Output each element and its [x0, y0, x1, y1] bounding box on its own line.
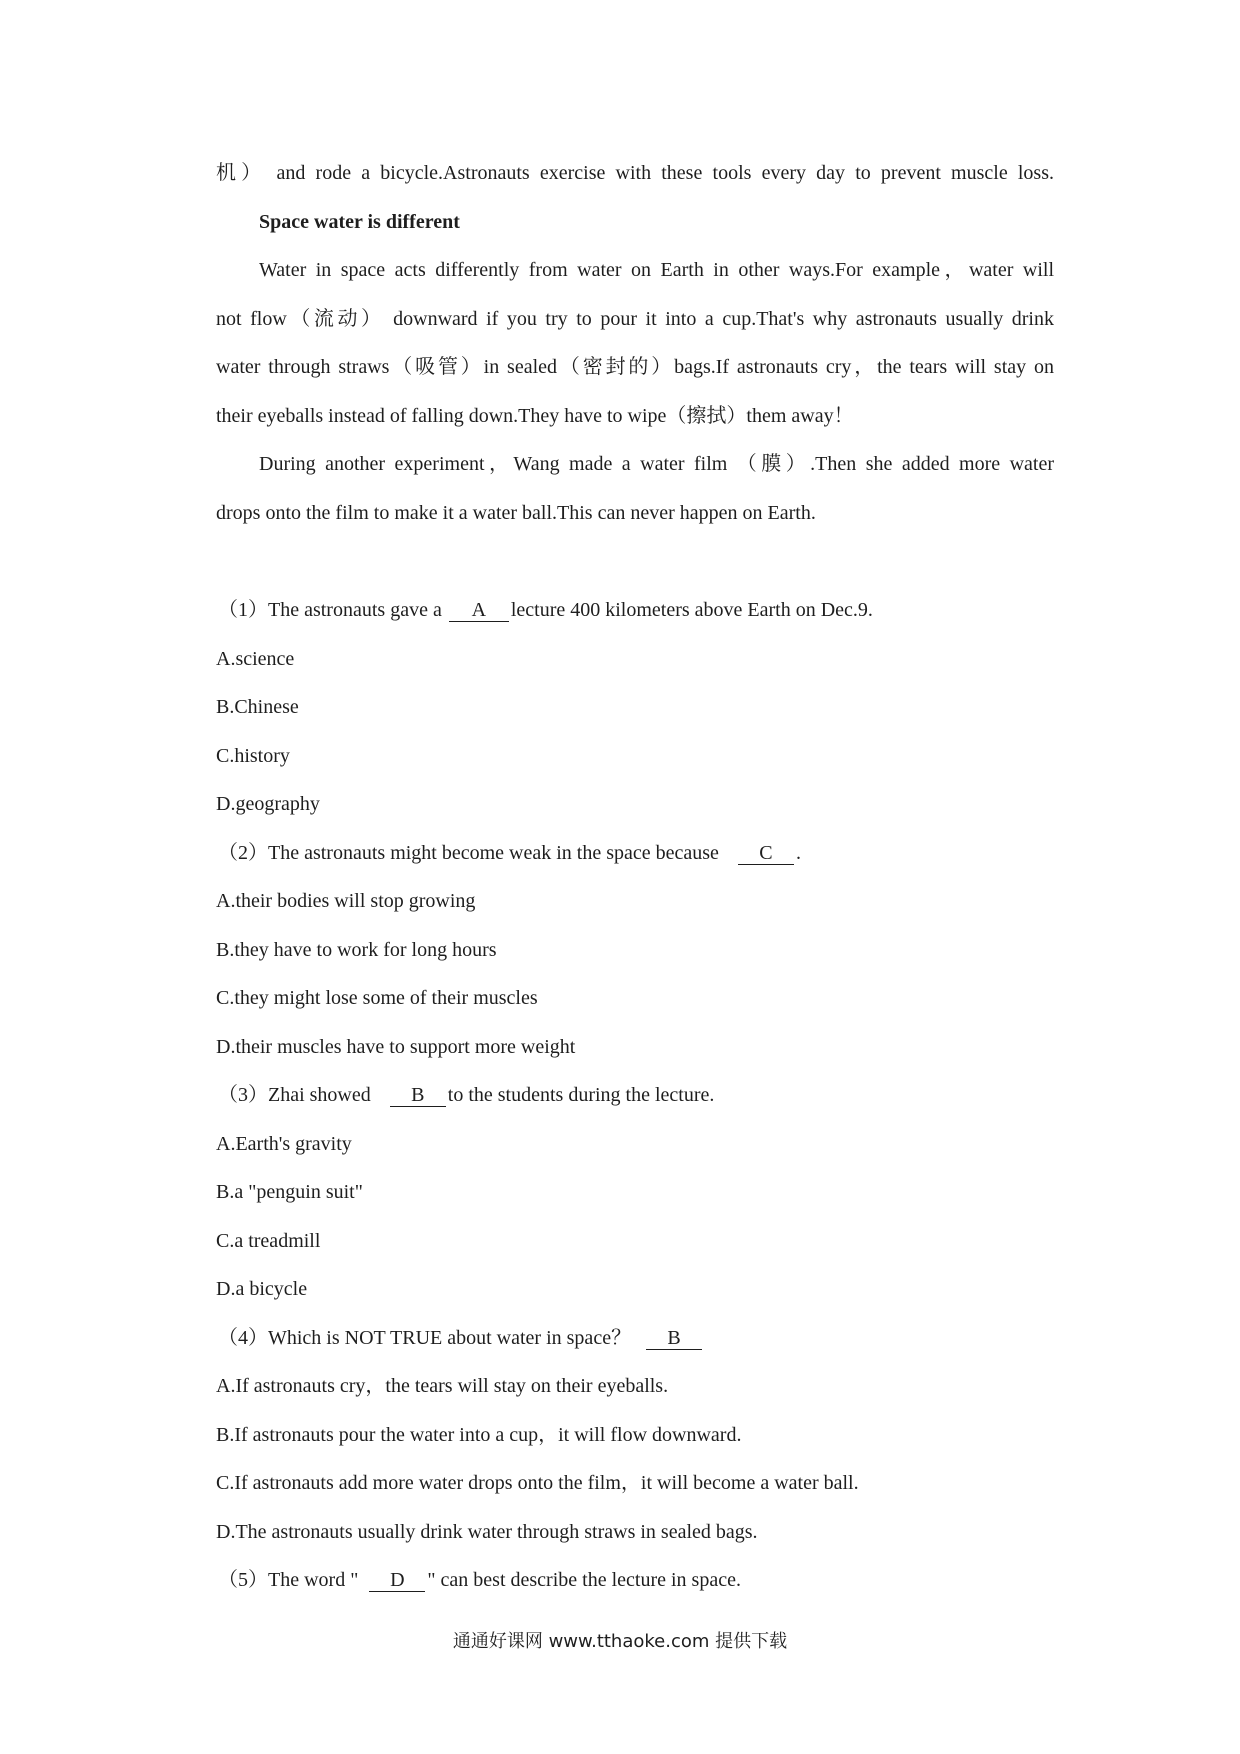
question-5	[218, 1568, 741, 1592]
paragraph-line: During another experiment，Wang made a water film （膜）.Then she added more water	[259, 453, 1054, 475]
option-a: A.their bodies will stop growing	[216, 890, 476, 912]
question-4	[218, 1326, 704, 1350]
paragraph-line: water through straws（吸管）in sealed（密封的）bags.If astronauts cry，the tears will stay on	[216, 356, 1054, 378]
question-number: （3）	[218, 1084, 268, 1106]
option-c: C.they might lose some of their muscles	[216, 987, 538, 1009]
option-d: D.geography	[216, 793, 320, 815]
option-b: B.If astronauts pour the water into a cup，it will flow downward.	[216, 1424, 742, 1446]
question-text: The astronauts gave a	[268, 599, 447, 621]
page-footer: 通通好课网 www.tthaoke.com 提供下载	[452, 1631, 788, 1652]
question-text: The astronauts might become weak in the space because	[268, 842, 724, 864]
paragraph-line: drops onto the film to make it a water ball.This can never happen on Earth.	[216, 502, 816, 524]
section-heading: Space water is different	[259, 211, 460, 233]
question-text: The word "	[268, 1569, 364, 1591]
paragraph-line: not flow（流动） downward if you try to pour it into a cup.That's why astronauts usually drink	[216, 308, 1054, 330]
question-text-after: " can best describe the lecture in space.	[427, 1569, 741, 1591]
option-d: D.a bicycle	[216, 1278, 308, 1300]
passage-continued-line: 机） and rode a bicycle.Astronauts exercise with these tools every day to prevent muscle loss.	[216, 162, 1054, 184]
answer-blank: C	[738, 842, 794, 865]
option-c: C.If astronauts add more water drops onto the film，it will become a water ball.	[216, 1472, 859, 1494]
question-text: Which is NOT TRUE about water in space？	[268, 1327, 637, 1349]
answer-blank: A	[449, 599, 509, 622]
paragraph-line: their eyeballs instead of falling down.They have to wipe（擦拭）them away！	[216, 405, 854, 427]
option-d: D.The astronauts usually drink water through straws in sealed bags.	[216, 1521, 758, 1543]
answer-blank: B	[390, 1084, 446, 1107]
question-number: （5）	[218, 1569, 268, 1591]
option-a: A.Earth's gravity	[216, 1133, 352, 1155]
question-1	[218, 598, 873, 622]
option-a: A.science	[216, 648, 295, 670]
question-number: （2）	[218, 842, 268, 864]
option-c: C.history	[216, 745, 290, 767]
paragraph-line: Water in space acts differently from water on Earth in other ways.For example，water will	[259, 259, 1054, 281]
option-a: A.If astronauts cry，the tears will stay on their eyeballs.	[216, 1375, 669, 1397]
answer-blank: D	[369, 1569, 425, 1592]
option-c: C.a treadmill	[216, 1230, 321, 1252]
question-number: （1）	[218, 599, 268, 621]
question-text-after: lecture 400 kilometers above Earth on Dec.9.	[510, 599, 873, 621]
option-d: D.their muscles have to support more weight	[216, 1036, 576, 1058]
question-text-after: to the students during the lecture.	[447, 1084, 715, 1106]
answer-blank: B	[646, 1327, 702, 1350]
question-number: （4）	[218, 1327, 268, 1349]
question-text-after: .	[795, 842, 801, 864]
question-3	[218, 1083, 714, 1107]
option-b: B.they have to work for long hours	[216, 939, 497, 961]
question-text: Zhai showed	[268, 1084, 376, 1106]
option-b: B.Chinese	[216, 696, 299, 718]
option-b: B.a "penguin suit"	[216, 1181, 363, 1203]
question-2	[218, 841, 801, 865]
